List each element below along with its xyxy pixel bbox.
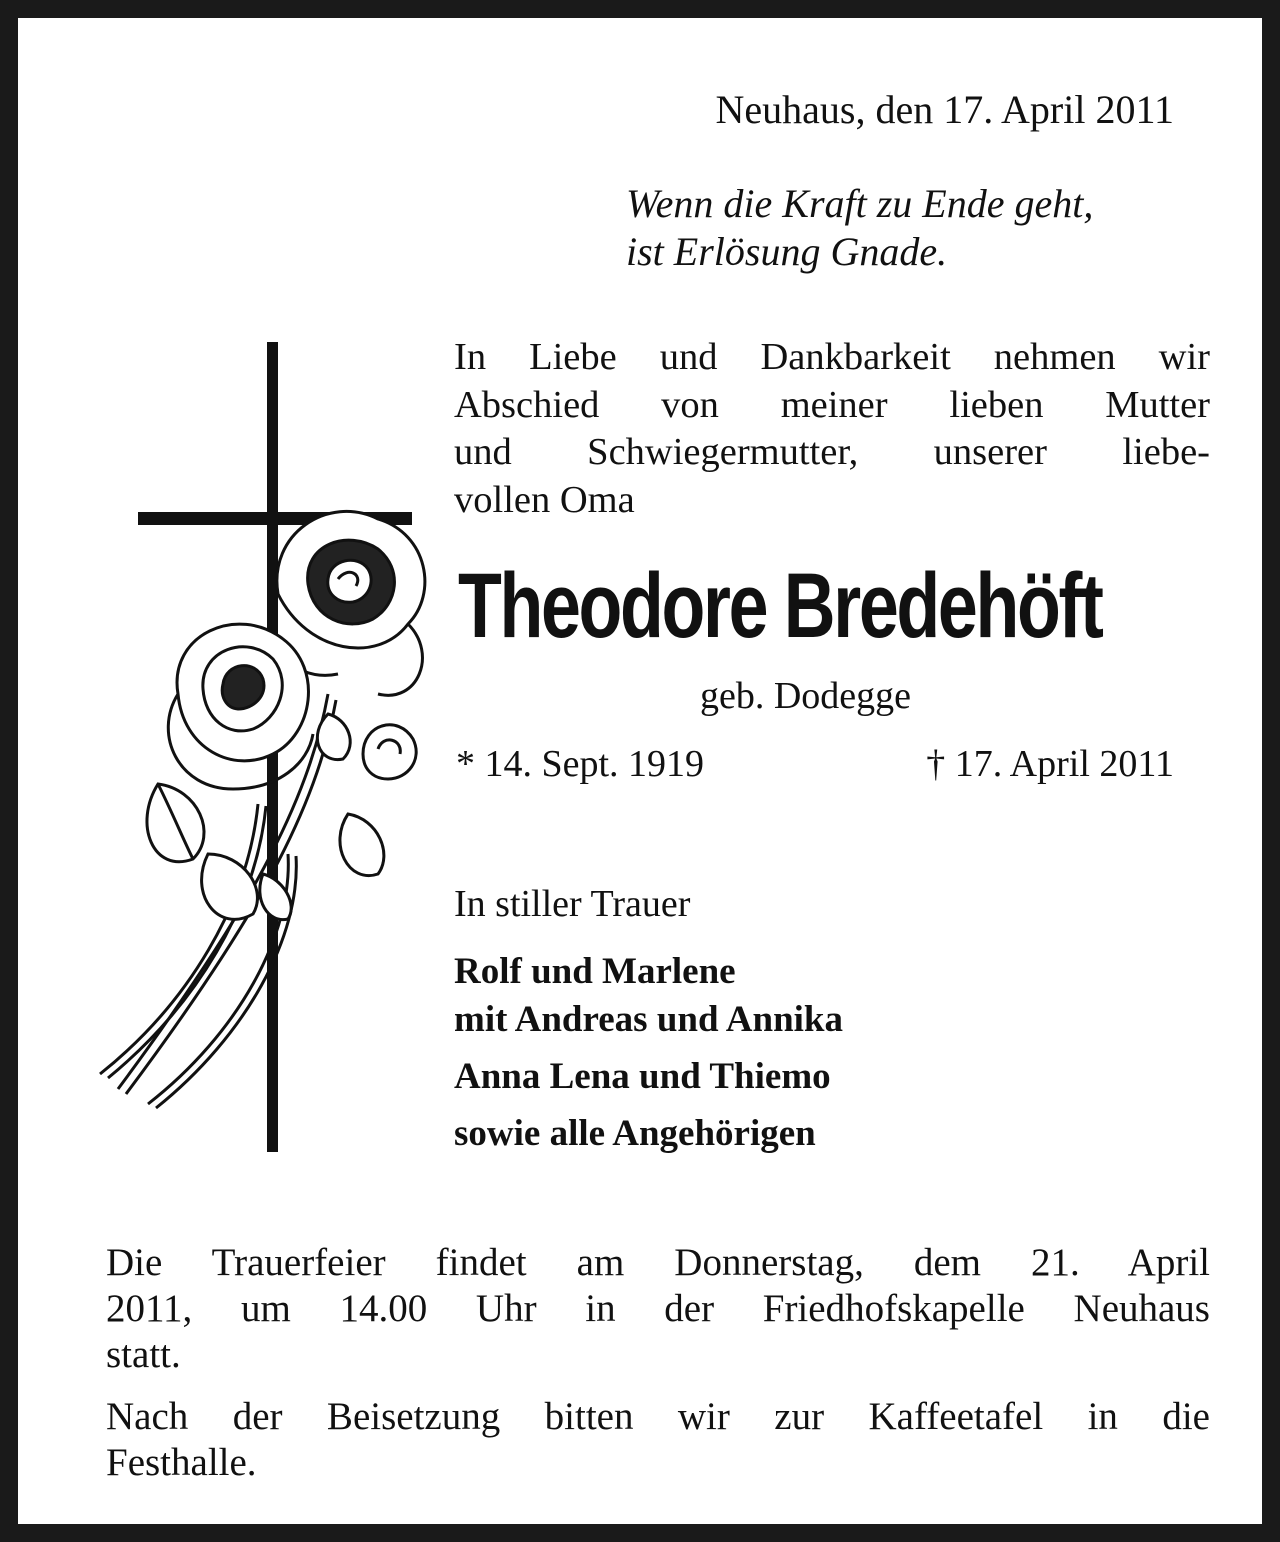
- cross-with-roses-icon: [78, 334, 438, 1164]
- family-line: Anna Lena und Thiemo: [454, 1056, 831, 1097]
- death-date: † 17. April 2011: [926, 743, 1174, 785]
- motto-line: Wenn die Kraft zu Ende geht,: [626, 181, 1094, 226]
- intro-line: und Schwiegermutter, unserer liebe-: [454, 431, 1210, 473]
- notice-line: Die Trauerfeier findet am Donnerstag, dem 21. April: [106, 1241, 1210, 1284]
- intro-line: In Liebe und Dankbarkeit nehmen wir: [454, 336, 1210, 378]
- motto: [626, 180, 1093, 276]
- motto-line: ist Erlösung Gnade.: [626, 229, 948, 274]
- dateline: Neuhaus, den 17. April 2011: [715, 87, 1174, 132]
- intro-text: [454, 334, 1210, 524]
- reception-notice: [106, 1394, 1210, 1486]
- notice-line: 2011, um 14.00 Uhr in der Friedhofskapelle Neuhaus: [106, 1287, 1210, 1330]
- family-line: mit Andreas und Annika: [454, 999, 844, 1040]
- notice-line: statt.: [106, 1333, 181, 1376]
- family-list: [454, 948, 843, 1158]
- birth-date: * 14. Sept. 1919: [456, 743, 705, 785]
- mourning-phrase: In stiller Trauer: [454, 883, 691, 925]
- intro-line: vollen Oma: [454, 478, 635, 521]
- service-notice: [106, 1240, 1210, 1378]
- maiden-name: geb. Dodegge: [700, 675, 912, 717]
- intro-line: Abschied von meiner lieben Mutter: [454, 383, 1210, 426]
- deceased-name: Theodore Bredehöft: [458, 555, 1102, 657]
- roses-icon: [100, 511, 425, 1108]
- notice-line: Nach der Beisetzung bitten wir zur Kaffeetafel in die: [106, 1395, 1210, 1438]
- family-line: Rolf und Marlene: [454, 951, 736, 992]
- notice-line: Festhalle.: [106, 1441, 257, 1484]
- family-line: sowie alle Angehörigen: [454, 1113, 816, 1154]
